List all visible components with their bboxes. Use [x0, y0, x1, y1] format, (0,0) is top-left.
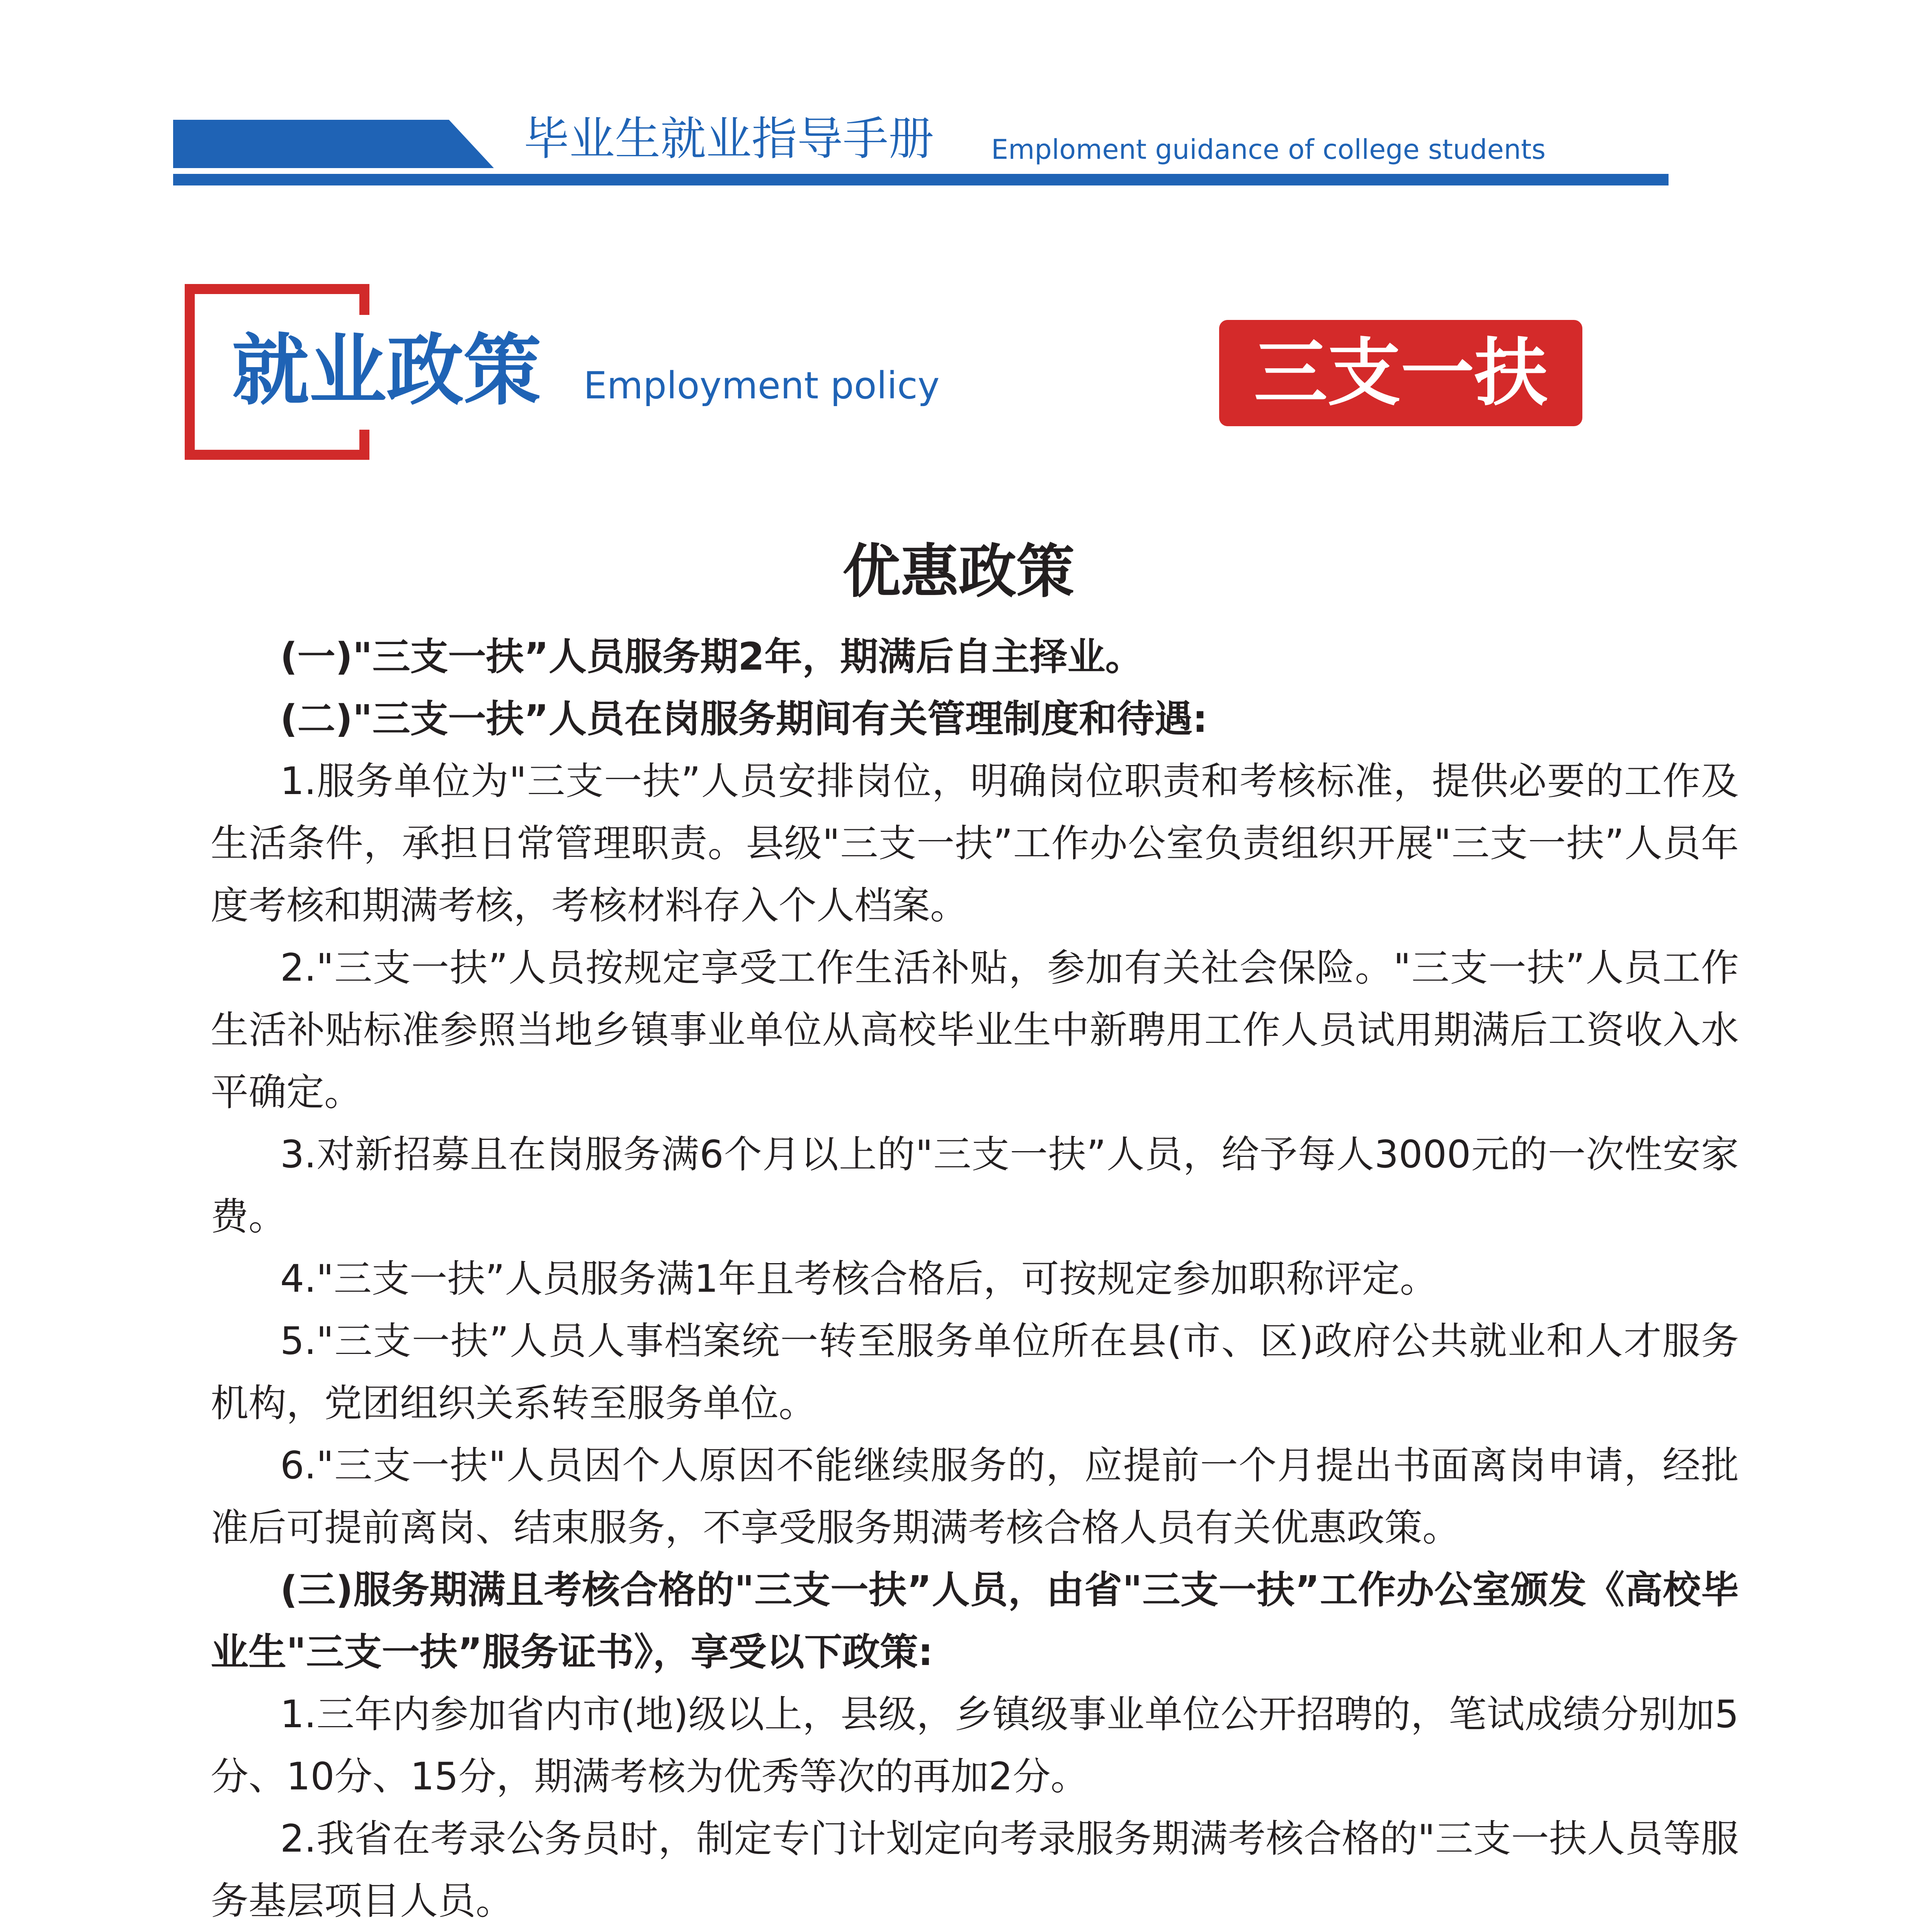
section-frame-right-bottom [359, 430, 369, 460]
header-accent-tab [173, 120, 494, 168]
policy-paragraph: 4."三支一扶”人员服务满1年且考核合格后，可按规定参加职称评定。 [280, 1257, 1438, 1301]
policy-paragraph: (三)服务期满且考核合格的"三支一扶”人员，由省"三支一扶”工作办公室颁发《高校毕业生"三支一扶”服务证书》，享受以下政策: [211, 1568, 1739, 1674]
header-subtitle: Emploment guidance of college students [991, 134, 1546, 165]
section-title: 就业政策 [232, 326, 541, 416]
policy-content [211, 626, 1739, 1932]
section-frame-left [185, 284, 195, 460]
policy-paragraph: 1.服务单位为"三支一扶”人员安排岗位，明确岗位职责和考核标准，提供必要的工作及生活条件，承担日常管理职责。县级"三支一扶”工作办公室负责组织开展"三支一扶”人员年度考核和期满考核，考核材料存入个人档案。 [211, 759, 1739, 928]
policy-paragraph: 1.三年内参加省内市(地)级以上，县级，乡镇级事业单位公开招聘的，笔试成绩分别加5分、10分、15分，期满考核为优秀等次的再加2分。 [211, 1692, 1739, 1799]
policy-paragraph: 2.我省在考录公务员时，制定专门计划定向考录服务期满考核合格的"三支一扶人员等服务基层项目人员。 [211, 1817, 1739, 1923]
policy-paragraph: 6."三支一扶"人员因个人原因不能继续服务的，应提前一个月提出书面离岗申请，经批准后可提前离岗、结束服务，不享受服务期满考核合格人员有关优惠政策。 [211, 1444, 1739, 1550]
header-rule [173, 174, 1669, 185]
policy-paragraph: 2."三支一扶”人员按规定享受工作生活补贴，参加有关社会保险。"三支一扶”人员工作生活补贴标准参照当地乡镇事业单位从高校毕业生中新聘用工作人员试用期满后工资收入水平确定。 [211, 946, 1739, 1114]
policy-paragraph: (一)"三支一扶”人员服务期2年，期满后自主择业。 [280, 635, 1143, 679]
section-subtitle: Employment policy [583, 364, 940, 407]
section-frame-top [185, 284, 369, 294]
policy-paragraph: 5."三支一扶”人员人事档案统一转至服务单位所在县(市、区)政府公共就业和人才服务机构，党团组织关系转至服务单位。 [211, 1319, 1739, 1425]
header-title: 毕业生就业指导手册 [524, 112, 934, 165]
page-title: 优惠政策 [842, 538, 1075, 605]
policy-paragraph: 3.对新招募且在岗服务满6个月以上的"三支一扶”人员，给予每人3000元的一次性安家费。 [211, 1133, 1739, 1239]
topic-badge: 三支一扶 [1219, 320, 1582, 426]
section-frame-right-top [359, 284, 369, 315]
policy-paragraph: (二)"三支一扶”人员在岗服务期间有关管理制度和待遇: [280, 697, 1208, 741]
section-frame-bottom [185, 450, 369, 460]
